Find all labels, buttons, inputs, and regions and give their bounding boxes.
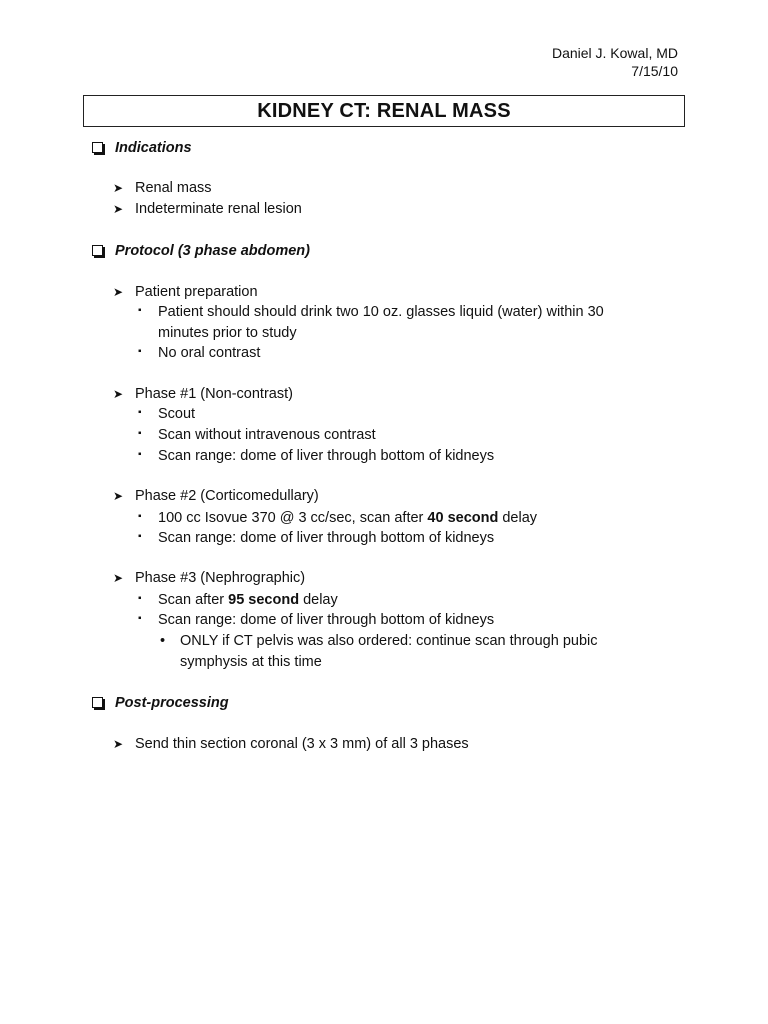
- section-heading: Protocol (3 phase abdomen): [115, 243, 310, 259]
- list-item-text: Patient preparation: [135, 284, 258, 300]
- list-item-text: No oral contrast: [158, 345, 261, 361]
- list-item: [138, 528, 628, 549]
- list-item: [138, 302, 628, 343]
- square-bullet-icon: ▪: [138, 407, 142, 418]
- section-heading: Indications: [115, 140, 192, 156]
- square-bullet-icon: ▪: [138, 346, 142, 357]
- section-post-processing: [92, 695, 229, 711]
- square-bullet-icon: ▪: [138, 428, 142, 439]
- arrow-bullet-icon: ➤: [113, 387, 124, 401]
- list-item: [113, 570, 305, 586]
- checkbox-icon: [92, 245, 103, 256]
- list-item-text: Scan without intravenous contrast: [158, 427, 376, 443]
- section-indications: [92, 140, 192, 156]
- arrow-bullet-icon: ➤: [113, 285, 124, 299]
- checkbox-icon: [92, 142, 103, 153]
- list-item-text: Scan range: dome of liver through bottom of kidneys: [158, 448, 495, 464]
- list-item: [138, 590, 628, 611]
- list-item-text: Phase #2 (Corticomedullary): [135, 488, 319, 504]
- emphasis: 95 second: [228, 592, 300, 608]
- checkbox-icon: [92, 697, 103, 708]
- list-item-text: Patient should should drink two 10 oz. glasses liquid (water) within 30 minutes prior to study: [158, 304, 604, 341]
- list-item-text: Scan range: dome of liver through bottom of kidneys: [158, 530, 495, 546]
- section-heading: Post-processing: [115, 695, 229, 711]
- list-item-text: Scan after 95 second delay: [158, 592, 338, 608]
- list-item-text: Phase #3 (Nephrographic): [135, 570, 306, 586]
- arrow-bullet-icon: ➤: [113, 489, 124, 503]
- list-item-text: Scout: [158, 406, 196, 422]
- list-item-text: Renal mass: [135, 180, 212, 196]
- list-item: [138, 446, 628, 467]
- square-bullet-icon: ▪: [138, 613, 142, 624]
- document-title: KIDNEY CT: RENAL MASS: [83, 95, 685, 127]
- section-protocol: [92, 243, 310, 259]
- list-item: [113, 736, 469, 752]
- author-name: Daniel J. Kowal, MD: [551, 45, 678, 61]
- list-item: [138, 508, 628, 529]
- list-item: [113, 386, 293, 402]
- list-item: [138, 425, 628, 446]
- list-item: [138, 610, 628, 631]
- author-block: [552, 44, 678, 80]
- list-item-text: Send thin section coronal (3 x 3 mm) of all 3 phases: [135, 736, 469, 752]
- arrow-bullet-icon: ➤: [113, 202, 124, 216]
- emphasis: 40 second: [427, 510, 499, 526]
- square-bullet-icon: ▪: [138, 593, 142, 604]
- square-bullet-icon: ▪: [138, 305, 142, 316]
- arrow-bullet-icon: ➤: [113, 737, 124, 751]
- list-item: [113, 180, 212, 196]
- list-item-text: Phase #1 (Non-contrast): [135, 386, 293, 402]
- square-bullet-icon: ▪: [138, 531, 142, 542]
- round-bullet-icon: •: [160, 633, 166, 649]
- list-item: [138, 343, 628, 364]
- list-item-text: ONLY if CT pelvis was also ordered: continue scan through pubic symphysis at this time: [180, 633, 598, 670]
- document-date: 7/15/10: [631, 63, 678, 79]
- arrow-bullet-icon: ➤: [113, 571, 124, 585]
- square-bullet-icon: ▪: [138, 511, 142, 522]
- list-item: [113, 201, 302, 217]
- list-item-text: Scan range: dome of liver through bottom of kidneys: [158, 612, 495, 628]
- list-item: [113, 488, 319, 504]
- list-item-text: 100 cc Isovue 370 @ 3 cc/sec, scan after 40 second delay: [158, 510, 538, 526]
- square-bullet-icon: ▪: [138, 449, 142, 460]
- list-item-text: Indeterminate renal lesion: [135, 201, 302, 217]
- list-item: [160, 631, 650, 673]
- list-item: [138, 404, 628, 425]
- list-item: [113, 284, 258, 300]
- arrow-bullet-icon: ➤: [113, 181, 124, 195]
